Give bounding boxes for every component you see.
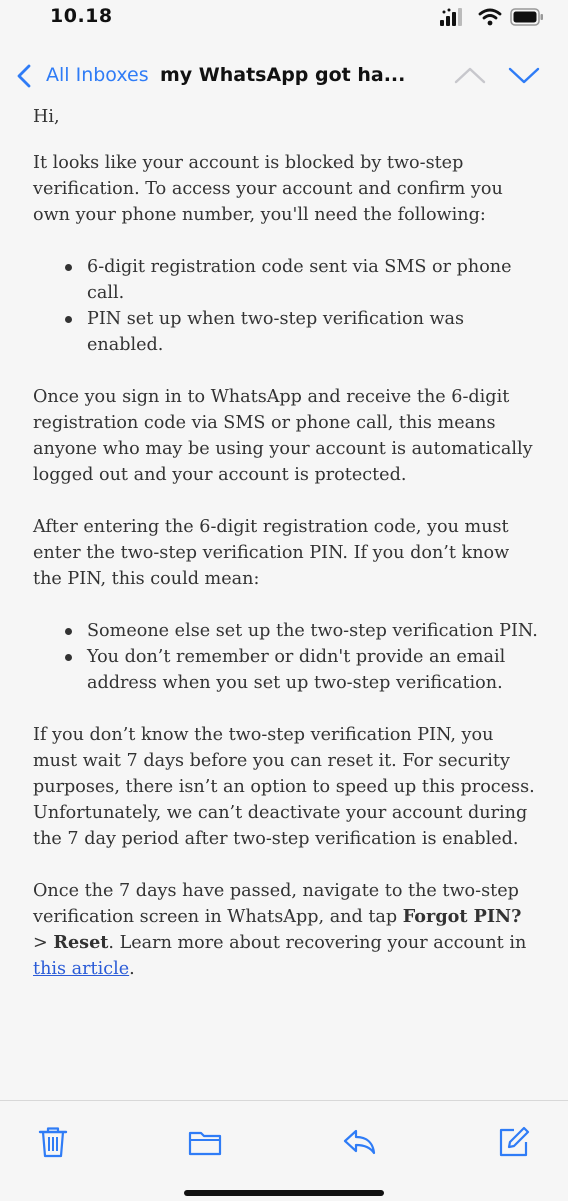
list-item-text: Someone else set up the two-step verification PIN.	[87, 621, 538, 641]
list-item	[87, 254, 538, 306]
pin-reasons-list	[33, 618, 538, 696]
nav-bar	[0, 48, 568, 104]
status-bar	[0, 0, 568, 44]
cellular-signal-icon	[440, 8, 470, 26]
list-item-text: You don’t remember or didn't provide an email address when you set up two-step verification.	[87, 647, 506, 693]
home-indicator[interactable]	[184, 1190, 384, 1196]
back-to-inboxes-link[interactable]: All Inboxes	[46, 64, 149, 86]
list-item-text: 6-digit registration code sent via SMS or phone call.	[87, 257, 512, 303]
text-span: .	[129, 959, 135, 979]
chevron-down-icon[interactable]	[506, 62, 542, 88]
reply-icon[interactable]	[342, 1125, 376, 1159]
forgot-pin-text: Forgot PIN?	[402, 906, 522, 927]
requirements-list	[33, 254, 538, 358]
reset-text: Reset	[53, 932, 109, 953]
list-item	[87, 618, 538, 644]
text-span: Once the 7 days have passed, navigate to the two-step verification screen in WhatsApp, and tap	[33, 881, 519, 927]
list-item	[87, 644, 538, 696]
email-body[interactable]	[0, 104, 568, 1100]
bullet	[65, 628, 72, 635]
status-time: 10.18	[50, 5, 113, 27]
email-paragraph: Once you sign in to WhatsApp and receive the 6-digit registration code via SMS or phone call, this means anyone who may be using your account is automatically logged out and your account is protected.	[33, 387, 533, 485]
this-article-link[interactable]: this article	[33, 959, 130, 979]
bottom-toolbar	[0, 1100, 568, 1201]
chevron-up-icon[interactable]	[452, 62, 488, 88]
email-content	[33, 104, 538, 1008]
email-paragraph-last	[33, 878, 538, 982]
bullet	[65, 654, 72, 661]
compose-icon[interactable]	[496, 1125, 530, 1159]
email-greeting: Hi,	[33, 107, 60, 127]
chevron-left-icon[interactable]	[14, 64, 34, 88]
battery-icon	[510, 8, 544, 26]
folder-icon[interactable]	[188, 1125, 222, 1159]
email-paragraph: After entering the 6-digit registration code, you must enter the two-step verification PIN. If you don’t know the PIN, this could mean:	[33, 517, 510, 589]
status-icons	[440, 8, 544, 26]
wifi-icon	[478, 8, 502, 26]
bullet	[65, 264, 72, 271]
email-subject-title: my WhatsApp got ha...	[160, 64, 406, 86]
text-span: >	[33, 933, 54, 953]
text-span: . Learn more about recovering your account in	[108, 933, 527, 953]
list-item	[87, 306, 538, 358]
trash-icon[interactable]	[36, 1125, 70, 1159]
bullet	[65, 316, 72, 323]
list-item-text: PIN set up when two-step verification was enabled.	[87, 309, 465, 355]
email-paragraph: It looks like your account is blocked by two-step verification. To access your account and confirm you own your phone number, you'll need the following:	[33, 153, 503, 225]
email-paragraph: If you don’t know the two-step verification PIN, you must wait 7 days before you can reset it. For security purposes, there isn’t an option to speed up this process. Unfortunately, we can’t deactivate your account during the 7 day period after two-step verification is enabled.	[33, 725, 535, 849]
